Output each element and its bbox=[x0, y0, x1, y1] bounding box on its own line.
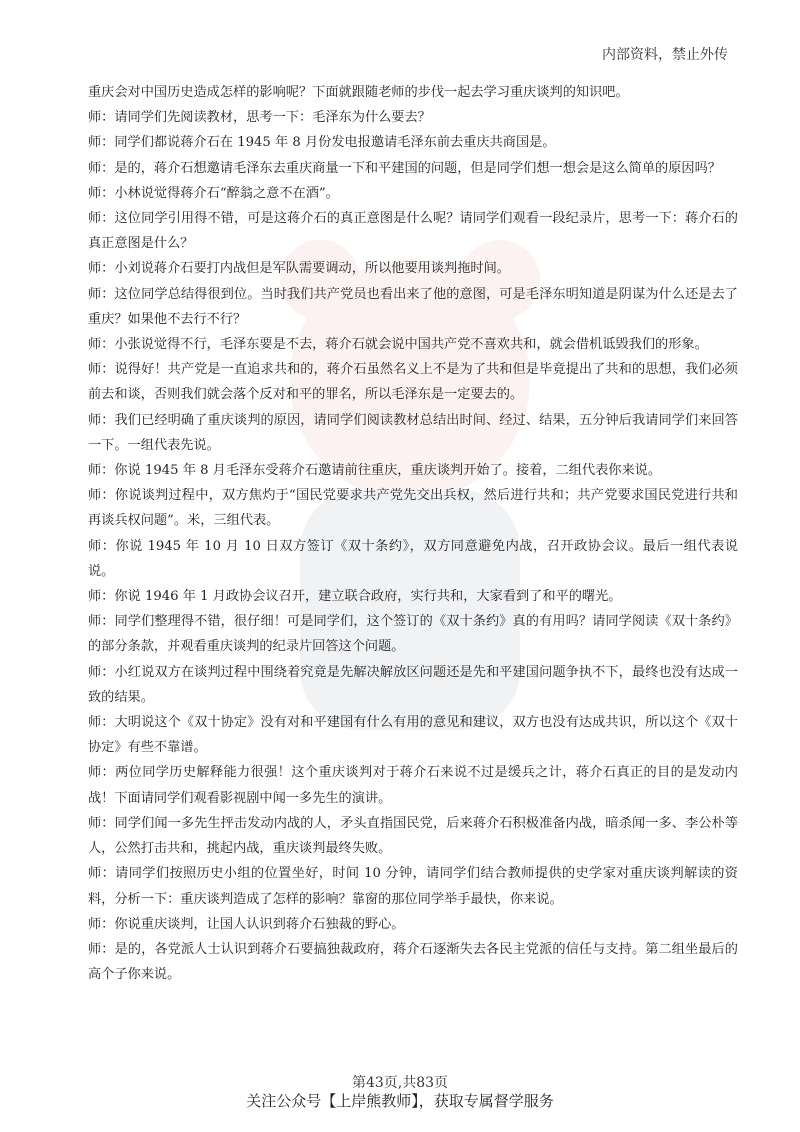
paragraph: 师：你说 1945 年 10 月 10 日双方签订《双十条约》，双方同意避免内战，召开政协会议。最后一组代表说说。 bbox=[88, 538, 738, 579]
paragraph: 师：小红说双方在谈判过程中围绕着究竟是先解决解放区问题还是先和平建国问题争执不下，最终也没有达成一致的结果。 bbox=[88, 664, 738, 705]
promo-footer: 关注公众号【上岸熊教师】，获取专属督学服务 bbox=[246, 1092, 554, 1110]
lesson-transcript bbox=[88, 80, 738, 987]
page-number: 第43页,共83页 bbox=[351, 1075, 449, 1091]
paragraph: 师：请同学们按照历史小组的位置坐好，时间 10 分钟，请同学们结合教师提供的史学家对重庆谈判解读的资料，分析一下：重庆谈判造成了怎样的影响？靠窗的那位同学举手最快，你来说。 bbox=[88, 866, 738, 907]
confidential-note: 内部资料，禁止外传 bbox=[602, 47, 728, 63]
paragraph: 师：两位同学历史解释能力很强！这个重庆谈判对于蒋介石来说不过是缓兵之计，蒋介石真正的目的是发动内战！下面请同学们观看影视剧中闻一多先生的演讲。 bbox=[88, 765, 738, 806]
paragraph: 师：同学们闻一多先生抨击发动内战的人，矛头直指国民党，后来蒋介石积极准备内战，暗杀闻一多、李公朴等人，公然打击共和，挑起内战，重庆谈判最终失败。 bbox=[88, 815, 738, 857]
paragraph: 师：你说谈判过程中，双方焦灼于“国民党要求共产党先交出兵权，然后进行共和；共产党要求国民党进行共和再谈兵权问题”。米，三组代表。 bbox=[88, 488, 738, 529]
paragraph: 师：小刘说蒋介石要打内战但是军队需要调动，所以他要用谈判拖时间。 bbox=[88, 261, 510, 277]
paragraph: 师：小林说觉得蒋介石“醉翁之意不在酒”。 bbox=[88, 185, 339, 201]
paragraph: 师：是的，蒋介石想邀请毛泽东去重庆商量一下和平建国的问题，但是同学们想一想会是这么简单的原因吗？ bbox=[88, 160, 721, 176]
paragraph: 师：你说 1946 年 1 月政协会议召开，建立联合政府，实行共和，大家看到了和平的曙光。 bbox=[88, 589, 622, 605]
paragraph: 重庆会对中国历史造成怎样的影响呢？下面就跟随老师的步伐一起去学习重庆谈判的知识吧。 bbox=[88, 85, 629, 100]
paragraph: 师：这位同学总结得很到位。当时我们共产党员也看出来了他的意图，可是毛泽东明知道是阴谋为什么还是去了重庆？如果他不去行不行？ bbox=[88, 286, 738, 327]
paragraph: 师：请同学们先阅读教材，思考一下：毛泽东为什么要去？ bbox=[88, 110, 431, 126]
paragraph: 师：小张说觉得不行，毛泽东要是不去，蒋介石就会说中国共产党不喜欢共和，就会借机诋毁我们的形象。 bbox=[88, 337, 708, 353]
paragraph: 师：你说重庆谈判，让国人认识到蒋介石独裁的野心。 bbox=[88, 916, 405, 932]
paragraph: 师：这位同学引用得不错，可是这蒋介石的真正意图是什么呢？请同学们观看一段纪录片，思考一下：蒋介石的真正意图是什么？ bbox=[88, 211, 738, 252]
paragraph: 师：大明说这个《双十协定》没有对和平建国有什么有用的意见和建议，双方也没有达成共识，所以这个《双十协定》有些不靠谱。 bbox=[88, 715, 738, 756]
paragraph: 师：同学们都说蒋介石在 1945 年 8 月份发电报邀请毛泽东前去重庆共商国是。 bbox=[88, 135, 556, 151]
paragraph: 师：是的，各党派人士认识到蒋介石要搞独裁政府，蒋介石逐渐失去各民主党派的信任与支持。第二组坐最后的高个子你来说。 bbox=[88, 941, 738, 983]
paragraph: 师：你说 1945 年 8 月毛泽东受蒋介石邀请前往重庆，重庆谈判开始了。接着，二组代表你来说。 bbox=[88, 463, 662, 479]
paragraph: 师：同学们整理得不错，很仔细！可是同学们，这个签订的《双十条约》真的有用吗？请同学阅读《双十条约》的部分条款，并观看重庆谈判的纪录片回答这个问题。 bbox=[88, 614, 738, 655]
paragraph: 师：我们已经明确了重庆谈判的原因，请同学们阅读教材总结出时间、经过、结果，五分钟后我请同学们来回答一下。一组代表先说。 bbox=[88, 412, 738, 453]
paragraph: 师：说得好！共产党是一直追求共和的，蒋介石虽然名义上不是为了共和但是毕竟提出了共和的思想，我们必须前去和谈，否则我们就会落个反对和平的罪名，所以毛泽东是一定要去的。 bbox=[88, 362, 738, 403]
